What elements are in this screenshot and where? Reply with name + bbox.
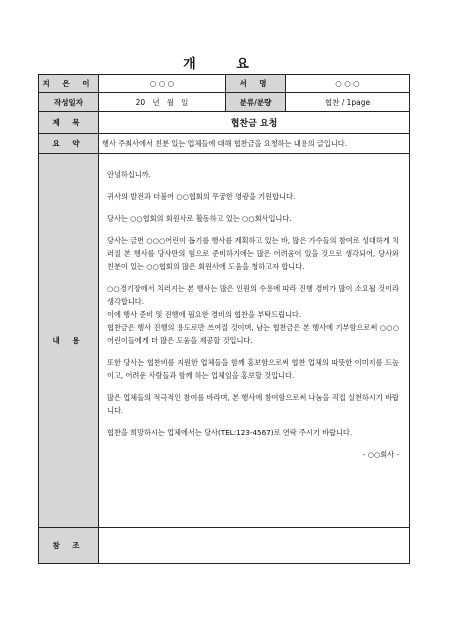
reference-label: 참 조 — [39, 528, 99, 564]
content-paragraph: 당사는 금번 ○○○어린이 돕기를 행사를 계획하고 있는 바, 많은 가수들의 참여로 성대하게 치러질 본 행사를 당사만의 힘으로 준비하기에는 많은 어려움이 있을 것으로 생각되어, 당사와 친분이 있는 ○○협회의 많은 회원사에 도움을 청하고자 합니다. — [107, 236, 399, 271]
author-row — [39, 75, 410, 93]
author-label: 지 은 이 — [39, 75, 99, 93]
signature-value: ○ ○ ○ — [286, 75, 410, 93]
reference-value — [99, 528, 410, 564]
content-paragraph: 또한 당사는 협찬비를 지원한 업체들을 함께 홍보함으로써 협찬 업체의 따뜻한 이미지를 드높이고, 어려운 사람들과 함께 하는 업체임을 홍보할 것입니다. — [107, 358, 399, 380]
author-value: ○ ○ ○ — [99, 75, 226, 93]
summary-label: 요 약 — [39, 134, 99, 154]
subject-row — [39, 112, 410, 134]
content-paragraph: 많은 업체들의 적극적인 참여를 바라며, 본 행사에 참여함으로써 나눔을 직접 실천하시기 바랍니다. — [107, 393, 399, 415]
summary-value: 행사 주최사에서 친분 있는 업체들에 대해 협찬금을 요청하는 내용의 글입니다. — [99, 134, 410, 154]
content-paragraph: 당사는 ○○협회의 회원사로 활동하고 있는 ○○회사입니다. — [107, 214, 292, 223]
content-body — [99, 154, 410, 528]
content-paragraph: 협찬을 희망하시는 업체에서는 당사(TEL:123-4567)로 연락 주시기 바랍니다. — [107, 428, 353, 437]
category-label: 분류/분량 — [226, 93, 286, 112]
signature-label: 서 명 — [226, 75, 286, 93]
document-title: 개 요 — [183, 57, 267, 72]
content-label: 내 용 — [39, 154, 99, 528]
reference-row — [39, 528, 410, 564]
date-value: 20 년 월 일 — [99, 93, 226, 112]
sign-off: - ○○회사 - — [362, 450, 399, 459]
document-table — [38, 74, 410, 564]
subject-value: 협찬금 요청 — [99, 112, 410, 134]
summary-row — [39, 134, 410, 154]
content-paragraph: ○○경기장에서 치러지는 본 행사는 많은 인원의 수용에 따라 진행 경비가 많이 소요될 것이라 생각합니다. 이에 행사 준비 및 진행에 필요한 경비의 협찬을 부탁드립니다. 협찬금은 행사 진행의 용도로만 쓰여질 것이며, 남는 협찬금은 본 행사에 기부함으로써 ○○○어린이들에게 더 많은 도움을 제공할 것입니다. — [107, 284, 399, 345]
content-paragraph: 안녕하십니까. — [107, 170, 151, 179]
date-row — [39, 93, 410, 112]
category-value: 협찬 / 1page — [286, 93, 410, 112]
date-label: 작성일자 — [39, 93, 99, 112]
content-row — [39, 154, 410, 528]
content-paragraph: 귀사의 발전과 더불어 ○○협회의 무궁한 영광을 기원합니다. — [107, 192, 296, 201]
subject-label: 제 목 — [39, 112, 99, 134]
